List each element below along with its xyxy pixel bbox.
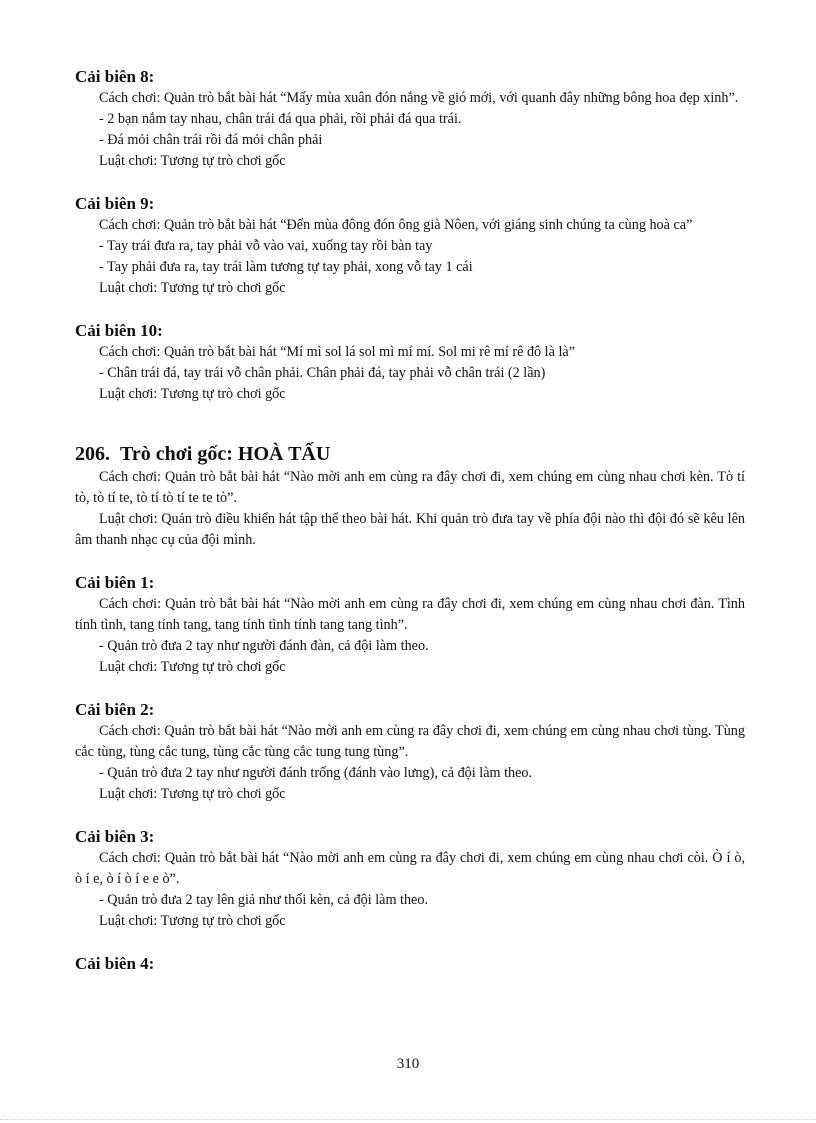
section-variant-3 [75, 826, 745, 932]
section-heading: Cải biên 3: [75, 827, 155, 846]
game-number: 206. [75, 443, 110, 465]
page-bottom-divider [0, 1119, 816, 1120]
bullet-item: - Tay phải đưa ra, tay trái làm tương tự tay phải, xong vỗ tay 1 cái [99, 259, 473, 275]
section-variant-4 [75, 953, 745, 975]
bullet-item: - Quản trò đưa 2 tay như người đánh đàn, cả đội làm theo. [99, 638, 429, 654]
bullet-item: - Chân trái đá, tay trái vỗ chân phải. Chân phải đá, tay phải vỗ chân trái (2 lần) [99, 365, 546, 381]
section-heading: Cải biên 8: [75, 67, 155, 86]
section-heading: Cải biên 9: [75, 194, 155, 213]
section-cai-bien-9 [75, 193, 745, 299]
section-heading: Cải biên 4: [75, 954, 155, 973]
bullet-item: - Tay trái đưa ra, tay phải vỗ vào vai, xuống tay rồi bàn tay [99, 238, 433, 254]
play-description: Cách chơi: Quản trò bắt bài hát “Nào mời anh em cùng ra đây chơi đi, xem chúng em cùng nhau chơi đàn. Tình tính tình, tang tính tang, tang tính tình tính tang tang tình”. [75, 596, 745, 633]
rule-text: Luật chơi: Tương tự trò chơi gốc [99, 659, 286, 675]
page-number: 310 [396, 1056, 420, 1072]
play-description: Cách chơi: Quản trò bắt bài hát “Nào mời anh em cùng ra đây chơi đi, xem chúng em cùng nhau chơi còi. Ò í ò, ò í e, ò í ò í e e ò”. [75, 850, 745, 887]
section-variant-2 [75, 699, 745, 805]
rule-text: Luật chơi: Tương tự trò chơi gốc [99, 913, 286, 929]
section-cai-bien-10 [75, 320, 745, 405]
section-heading: Cải biên 10: [75, 321, 163, 340]
rule-text: Luật chơi: Tương tự trò chơi gốc [99, 153, 286, 169]
bullet-item: - Quản trò đưa 2 tay như người đánh trống (đánh vào lưng), cả đội làm theo. [99, 765, 533, 781]
play-description: Cách chơi: Quản trò bắt bài hát “Mí mì sol lá sol mì mí mí. Sol mi rê mí rê đô là là” [99, 344, 575, 360]
play-description: Cách chơi: Quản trò bắt bài hát “Đến mùa đông đón ông già Nôen, với giáng sinh chúng ta cùng hoà ca” [99, 217, 693, 233]
rule-text: Luật chơi: Tương tự trò chơi gốc [99, 786, 286, 802]
section-heading: Cải biên 2: [75, 700, 155, 719]
play-description: Cách chơi: Quản trò bắt bài hát “Nào mời anh em cùng ra đây chơi đi, xem chúng em cùng nhau chơi tùng. Tùng cắc tùng, tùng cắc tung, tùng cắc tùng cắc tung tung tùng”. [75, 723, 745, 760]
document-page [75, 66, 745, 975]
play-description: Cách chơi: Quản trò bắt bài hát “Mấy mùa xuân đón nắng về gió mới, với quanh đây những bông hoa đẹp xinh”. [99, 90, 739, 106]
game-title-text: Trò chơi gốc: HOÀ TẤU [120, 443, 331, 465]
rule-text: Luật chơi: Tương tự trò chơi gốc [99, 386, 286, 402]
section-heading: Cải biên 1: [75, 573, 155, 592]
section-main-game-206 [75, 441, 745, 551]
section-cai-bien-8 [75, 66, 745, 172]
game-title [75, 441, 745, 467]
rule-description: Luật chơi: Quản trò điều khiển hát tập thể theo bài hát. Khi quản trò đưa tay về phía đội nào thì đội đó sẽ kêu lên âm thanh nhạc cụ của đội mình. [75, 511, 745, 548]
bullet-item: - Đá mỏi chân trái rồi đá mỏi chân phải [99, 132, 323, 148]
rule-text: Luật chơi: Tương tự trò chơi gốc [99, 280, 286, 296]
bullet-item: - Quản trò đưa 2 tay lên giả như thổi kèn, cả đội làm theo. [99, 892, 428, 908]
play-description: Cách chơi: Quản trò bắt bài hát “Nào mời anh em cùng ra đây chơi đi, xem chúng em cùng nhau chơi kèn. Tò tí tò, tò tí te, tò tí tò tí te te tò”. [75, 469, 745, 506]
section-variant-1 [75, 572, 745, 678]
bullet-item: - 2 bạn nắm tay nhau, chân trái đá qua phải, rồi phải đá qua trái. [99, 111, 462, 127]
